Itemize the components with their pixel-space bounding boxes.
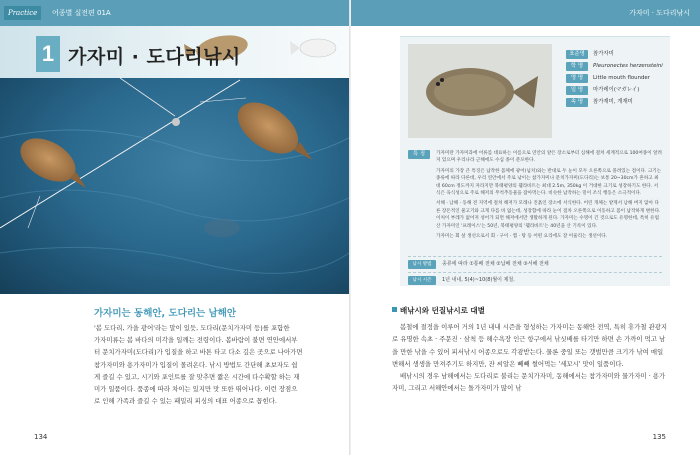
species-photo (408, 44, 552, 138)
flounder-image (408, 44, 552, 138)
chapter-title: 가자미 · 도다리낚시 (68, 46, 241, 68)
right-page-header (351, 0, 700, 26)
attr-label: 속 명 (566, 98, 588, 107)
attr-value: 참가자미 (593, 51, 614, 57)
page-number-right: 135 (652, 433, 666, 441)
right-body-text (392, 321, 670, 395)
lead-line: '봄 도다리, 가을 광어'라는 말이 있듯, 도다리(문치가자미 등)를 포함한 (94, 324, 290, 332)
attr-label: 학 명 (566, 62, 588, 71)
divider (408, 256, 662, 257)
method-text: 종류에 따라 ①통배 전채 ②납배 전채 ③서해 전채 (442, 261, 549, 267)
attr-scientific-name (566, 62, 663, 71)
fishing-photo (0, 78, 349, 294)
body-paragraph: 배낚시의 경우 남해에서는 도다리로 불리는 문치가자미, 동해에서는 참가자미와 물가자미 · 용가자미, 그리고 서해안에서는 돌가자미가 많이 낚 (392, 372, 666, 393)
attr-value: Pleuronectes herzensteini (593, 63, 663, 69)
method-label: 낚시 방법 (408, 260, 436, 269)
attr-local-name (566, 98, 633, 107)
right-section-label: 가자미 · 도다리낚시 (629, 9, 690, 17)
feature-paragraph: 가자미란 가자미과에 어류를 대표하는 이름으로 연안의 얕은 장소로부터 심해에 걸쳐 세계적으로 100여종이 알려져 있으며 우리나라 근해에도 수십 종이 분포한다. (436, 151, 662, 164)
attr-label: 표준명 (566, 50, 588, 59)
feature-paragraph: 가자미의 가장 큰 특징은 납작한 몸체에 광어(넙치)와는 반대로 두 눈이 모두 오른쪽으로 몰려있는 점이다. 크기는 종류에 따라 다른데, 우리 연안에서 주로 낚이는 참가자미나 문치가자미(도다리)는 보통 20~30cm가 흔하고 최대 60cm 정도까지 자라지만 북태평양의 웰라바트는 최대 2.5m, 350kg 이 거대한 크기로 성장하기도 한다. 서식은 육식성으로 주로 해저의 무척추동물을 잡아먹는다. 비슷한 납작하는 밑이 조식 행동은 소극적이다. (436, 168, 662, 197)
divider (408, 272, 662, 273)
water-scene (0, 78, 349, 294)
feature-paragraph: 서해 · 남해 · 동해 전 지역에 걸쳐 해저가 모래나 진흙인 장소에 서식한다. 어린 개체는 얕게서 남해 버지 않아 다른 장돈적인 물고기와 크게 다를 바 없는데, 성장함에 따라 눈이 점차 오른쪽으로 이동하고 몸이 납작하게 변한다. 이처이 부레가 없어져 성어가 되면 해저에서만 생활하게 된다. 가자미는 수명이 긴 것으로도 유명한데, 특히 유럽산 가자미인 '프레이스'는 50년, 북태평양의 '웰라바트'는 40년을 산 기록이 있다. (436, 201, 661, 229)
lead-line: 로 인해 가족과 즐길 수 있는 패밀리 피싱의 대표 어종으로 꼽힌다. (94, 397, 277, 406)
lead-line: 가자미류는 봄 바다의 미각을 일깨는 전령이다. 봄바람이 불면 연안에서부 (94, 336, 298, 345)
attr-value: 마가레이(マガレイ) (593, 87, 640, 93)
attr-label: 영 명 (566, 74, 588, 83)
attr-label: 일 명 (566, 86, 588, 95)
lead-line: 게 즐길 수 있고, 시기와 포인트를 잘 맞추면 짧은 시간에 다수확할 하는 재 (94, 372, 300, 381)
section-subtitle (392, 305, 485, 316)
feature-text (436, 150, 662, 243)
left-page-header (0, 0, 349, 26)
lead-body (94, 322, 312, 407)
attr-english-name (566, 74, 650, 83)
season-text: 1년 내내, 5(4)~10(8)월이 제철. (442, 277, 515, 283)
attr-standard-name (566, 50, 614, 59)
attr-value: Little mouth flounder (593, 75, 650, 81)
page-number-left: 134 (34, 433, 48, 441)
chapter-number: 1 (36, 36, 60, 72)
lead-line: 미가 일품이다. 품종에 따라 차이는 있지만 맛 또한 뛰어나다. 이런 장점으 (94, 385, 298, 394)
section-subtitle-text: 배낚시와 던질낚시로 대별 (400, 306, 485, 315)
attr-value: 참가재미, 개재미 (593, 99, 633, 105)
bullet-square-icon (392, 307, 397, 312)
lead-line: 터 문치가자미(도다리)가 입질을 하고 바톤 타고 다소 깊은 곳으로 나아가면 (94, 348, 303, 357)
left-section-label: 어종별 실전편 01A (52, 9, 111, 17)
season-label: 낚시 시즌 (408, 276, 436, 285)
feature-label: 특 징 (408, 150, 430, 159)
lead-title: 가자미는 동해안, 도다리는 남해안 (94, 308, 237, 319)
body-paragraph: 봄철에 절정을 이루어 거의 1년 내내 시즌을 형성하는 가자미는 동해안 전역, 특히 휴가철 관광지로 유명한 속초 · 주문진 · 삼척 등 해수욕장 인근 항구에서 낚싯배를 타기만 하면 손 가까이 먹고 남을 만한 낚을 수 있어 피서낚시 어종으로도 각광받는다. 물론 중일 또는 갯벌만큼 크기가 낚여 매일 변해서 생생을 만져주기도 하지만, 잔 씨알은 빼빼 썰어먹는 '세꼬시' 맛이 일품이다. (392, 323, 668, 368)
practice-tag: Practice (4, 6, 41, 20)
page-gutter (349, 0, 351, 455)
lead-line: 참가자미와 용가자미가 입질이 몰려온다. 낚시 방법도 간단해 초보자도 쉽 (94, 360, 298, 369)
feature-paragraph: 가자미는 회 살 생선으로서 회 · 구이 · 찜 · 탕 등 어떤 요리에도 잘 어울리는 생선이다. (436, 234, 608, 240)
attr-japanese-name (566, 86, 639, 95)
